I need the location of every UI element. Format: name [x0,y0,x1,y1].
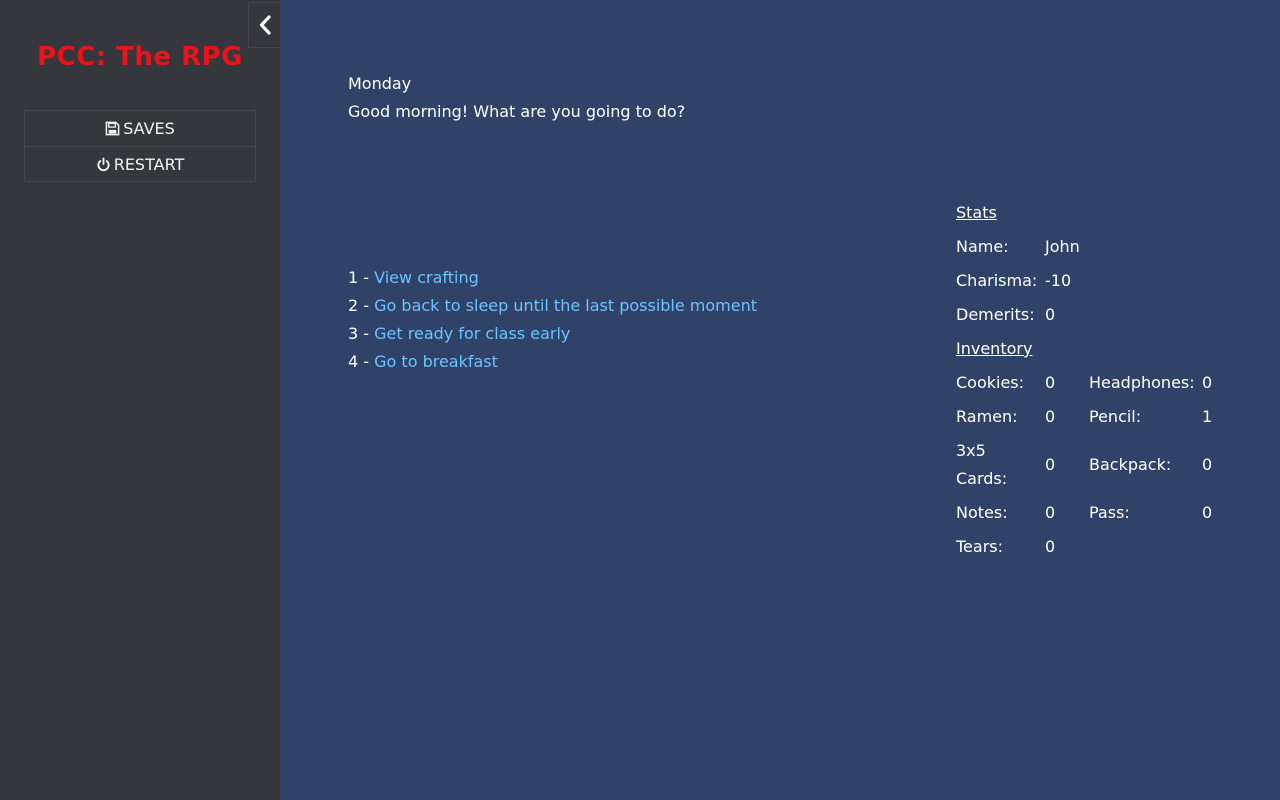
passage-text: Good morning! What are you going to do? [348,102,686,121]
restart-label: RESTART [113,154,185,174]
inventory-row [956,400,1222,434]
pencil-value: 1 [1202,407,1213,426]
choice-item [348,348,908,376]
backpack-label: Backpack: [1089,455,1172,474]
restart-button[interactable] [25,146,255,181]
name-label: Name: [956,237,1009,256]
floppy-disk-icon [105,121,120,136]
pass-value: 0 [1202,503,1213,522]
demerits-value: 0 [1045,305,1056,324]
choice-separator: - [358,296,375,315]
chevron-left-icon [258,15,272,35]
day-label: Monday [348,74,412,93]
stat-row-name [956,230,1256,264]
choice-item [348,264,908,292]
choice-separator: - [358,352,375,371]
sidebar-menu [24,110,256,182]
inventory-heading: Inventory [956,339,1033,358]
power-icon [96,157,111,172]
sidebar [0,0,280,800]
cards-label-line2: Cards: [956,469,1008,488]
stats-heading: Stats [956,203,997,222]
notes-label: Notes: [956,503,1008,522]
ramen-value: 0 [1045,407,1056,426]
choice-link-sleep[interactable]: Go back to sleep until the last possible moment [374,296,758,315]
inventory-table [956,366,1222,564]
stat-row-demerits [956,298,1256,332]
cards-label-line1: 3x5 [956,441,986,460]
inventory-row [956,530,1222,564]
choice-separator: - [358,268,375,287]
inventory-row [956,496,1222,530]
charisma-value: -10 [1045,271,1072,290]
choice-number: 2 [348,296,359,315]
tears-label: Tears: [956,537,1004,556]
headphones-label: Headphones: [1089,373,1195,392]
passage [348,70,908,126]
tears-value: 0 [1045,537,1056,556]
cards-value: 0 [1045,455,1056,474]
saves-label: SAVES [123,119,175,138]
stats-panel [956,196,1256,564]
choice-number: 1 [348,268,359,287]
choice-item [348,292,908,320]
pencil-label: Pencil: [1089,407,1142,426]
choice-link-breakfast[interactable]: Go to breakfast [374,352,498,371]
headphones-value: 0 [1202,373,1213,392]
inventory-row [956,434,1222,496]
choice-separator: - [358,324,375,343]
cookies-label: Cookies: [956,373,1025,392]
inventory-row [956,366,1222,400]
choice-number: 4 [348,352,359,371]
name-value: John [1045,237,1080,256]
choice-item [348,320,908,348]
saves-button[interactable] [25,111,255,146]
choice-number: 3 [348,324,359,343]
demerits-label: Demerits: [956,305,1035,324]
backpack-value: 0 [1202,455,1213,474]
notes-value: 0 [1045,503,1056,522]
stat-row-charisma [956,264,1256,298]
charisma-label: Charisma: [956,271,1038,290]
choice-link-class-early[interactable]: Get ready for class early [374,324,571,343]
cookies-value: 0 [1045,373,1056,392]
sidebar-toggle-button[interactable] [248,2,280,48]
story-title: PCC: The RPG [36,42,243,72]
pass-label: Pass: [1089,503,1130,522]
choice-link-view-crafting[interactable]: View crafting [374,268,479,287]
choice-list [348,264,908,376]
ramen-label: Ramen: [956,407,1018,426]
cards-label [956,434,1045,496]
